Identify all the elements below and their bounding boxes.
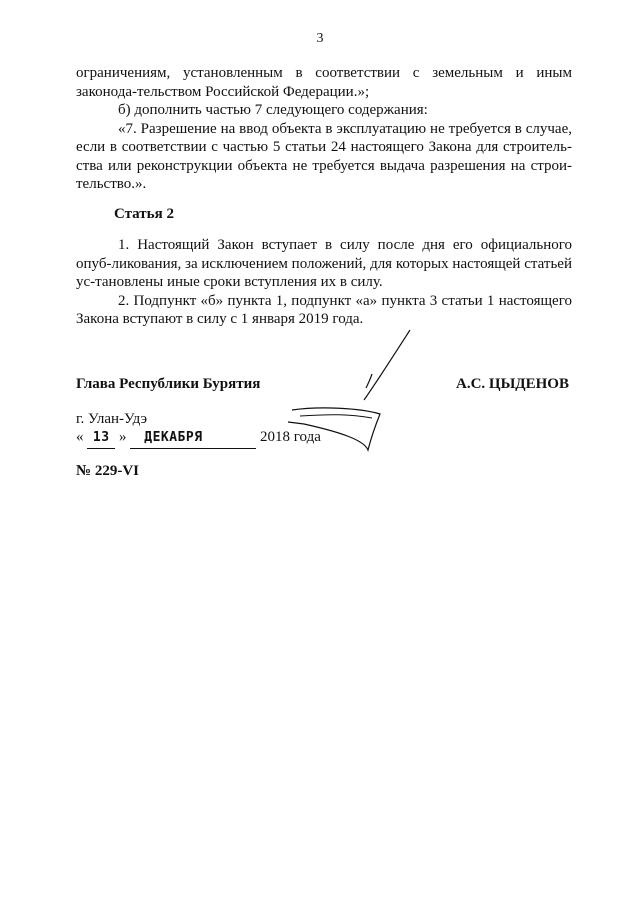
- signing-date: [76, 428, 321, 449]
- law-number: № 229-VI: [76, 463, 139, 479]
- date-year: 2018 года: [260, 429, 321, 445]
- date-month: ДЕКАБРЯ: [130, 429, 256, 449]
- signatory-title: Глава Республики Бурятия: [76, 376, 261, 392]
- article-heading: Статья 2: [114, 206, 174, 222]
- date-open-quote: «: [76, 429, 84, 445]
- article-text-block: [76, 236, 572, 329]
- signatory-name: А.С. ЦЫДЕНОВ: [456, 376, 569, 392]
- date-day: 13: [87, 429, 115, 449]
- date-close-quote: »: [119, 429, 127, 445]
- top-text-block: [76, 64, 572, 194]
- article-paragraph-1: 1. Настоящий Закон вступает в силу после дня его официального опуб-ликования, за исключением положений, для которых настоящей статьей ус-тановлены иные сроки вступления их в силу.: [76, 237, 572, 290]
- article-paragraph-2: 2. Подпункт «б» пункта 1, подпункт «а» пункта 3 статьи 1 настоящего Закона вступают в силу с 1 января 2019 года.: [76, 292, 572, 327]
- paragraph-part-7: «7. Разрешение на ввод объекта в эксплуатацию не требуется в случае, если в соответствии с частью 5 статьи 24 настоящего Закона для строитель-ства или реконструкции объекта не требуется выдача разрешения на строи-тельство.».: [76, 120, 572, 192]
- paragraph-subpoint-b: б) дополнить частью 7 следующего содержания:: [118, 102, 428, 118]
- paragraph-continuation: ограничениям, установленным в соответствии с земельным и иным законода-тельством Российской Федерации.»;: [76, 65, 572, 100]
- page-number: 3: [316, 31, 324, 46]
- place-of-signing: г. Улан-Удэ: [76, 411, 148, 427]
